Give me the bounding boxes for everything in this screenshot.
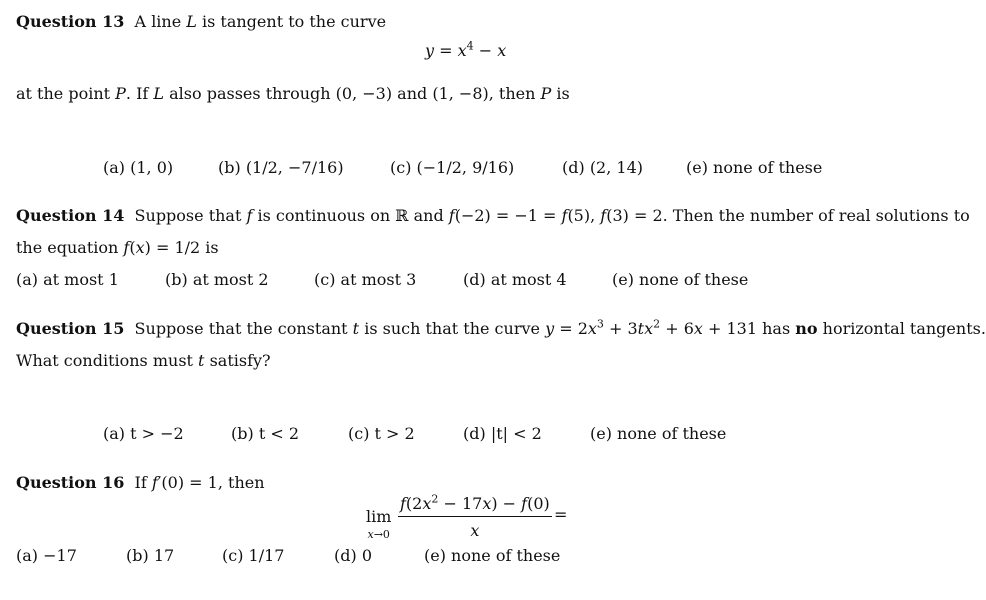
limit-word: lim <box>366 507 392 526</box>
q14-choice-d[interactable]: (d) at most 4 <box>463 270 567 289</box>
question-13-label: Question 13 <box>16 12 125 31</box>
q14-choice-a[interactable]: (a) at most 1 <box>16 270 119 289</box>
q14-choice-e[interactable]: (e) none of these <box>612 270 749 289</box>
question-13-intro: A line L is tangent to the curve <box>134 12 387 31</box>
q16-choice-d[interactable]: (d) 0 <box>334 546 372 565</box>
question-15-line2: What conditions must t satisfy? <box>16 351 271 370</box>
question-14-label: Question 14 <box>16 206 125 225</box>
q16-choice-a[interactable]: (a) −17 <box>16 546 77 565</box>
q13-choice-d[interactable]: (d) (2, 14) <box>562 158 644 177</box>
limit-fraction <box>398 494 552 540</box>
q13-choice-a[interactable]: (a) (1, 0) <box>103 158 174 177</box>
fraction-numerator: $f(2x^2 - 17x) - f(0)$ <box>398 494 552 517</box>
limit-subscript: x→0 <box>367 528 390 541</box>
fraction-denominator: x <box>470 521 480 540</box>
q13-choice-c[interactable]: (c) (−1/2, 9/16) <box>390 158 515 177</box>
q15-choice-b[interactable]: (b) t < 2 <box>231 424 299 443</box>
q13-choice-b[interactable]: (b) (1/2, −7/16) <box>218 158 344 177</box>
limit-operator <box>366 507 391 541</box>
equals-sign: = <box>554 505 568 524</box>
q16-choice-c[interactable]: (c) 1/17 <box>222 546 285 565</box>
question-15-label: Question 15 <box>16 319 125 338</box>
q16-choice-b[interactable]: (b) 17 <box>126 546 175 565</box>
question-15-line1: Question 15 Suppose that the constant t is such that the curve $y = 2x^3 + 3tx^2 + 6x + 131$ has no horizontal tangents. <box>16 317 986 338</box>
q16-choice-e[interactable]: (e) none of these <box>424 546 561 565</box>
q15-choice-e[interactable]: (e) none of these <box>590 424 727 443</box>
question-13-equation: $y = x^4 - x$ <box>425 39 507 60</box>
question-13-continuation: at the point P. If L also passes through (0, −3) and (1, −8), then P is <box>16 84 570 103</box>
q14-choice-c[interactable]: (c) at most 3 <box>314 270 417 289</box>
q15-choice-c[interactable]: (c) t > 2 <box>348 424 415 443</box>
q15-choice-d[interactable]: (d) |t| < 2 <box>463 424 542 443</box>
question-14-line1: Question 14 Suppose that f is continuous on ℝ and f(−2) = −1 = f(5), f(3) = 2. Then the number of real solutions to <box>16 206 970 225</box>
q13-choice-e[interactable]: (e) none of these <box>686 158 823 177</box>
question-16-heading: Question 16 If f′(0) = 1, then <box>16 473 265 492</box>
q15-choice-a[interactable]: (a) t > −2 <box>103 424 184 443</box>
q14-choice-b[interactable]: (b) at most 2 <box>165 270 269 289</box>
question-14-line2: the equation f(x) = 1/2 is <box>16 238 219 257</box>
question-13-heading <box>16 14 386 30</box>
question-16-label: Question 16 <box>16 473 125 492</box>
